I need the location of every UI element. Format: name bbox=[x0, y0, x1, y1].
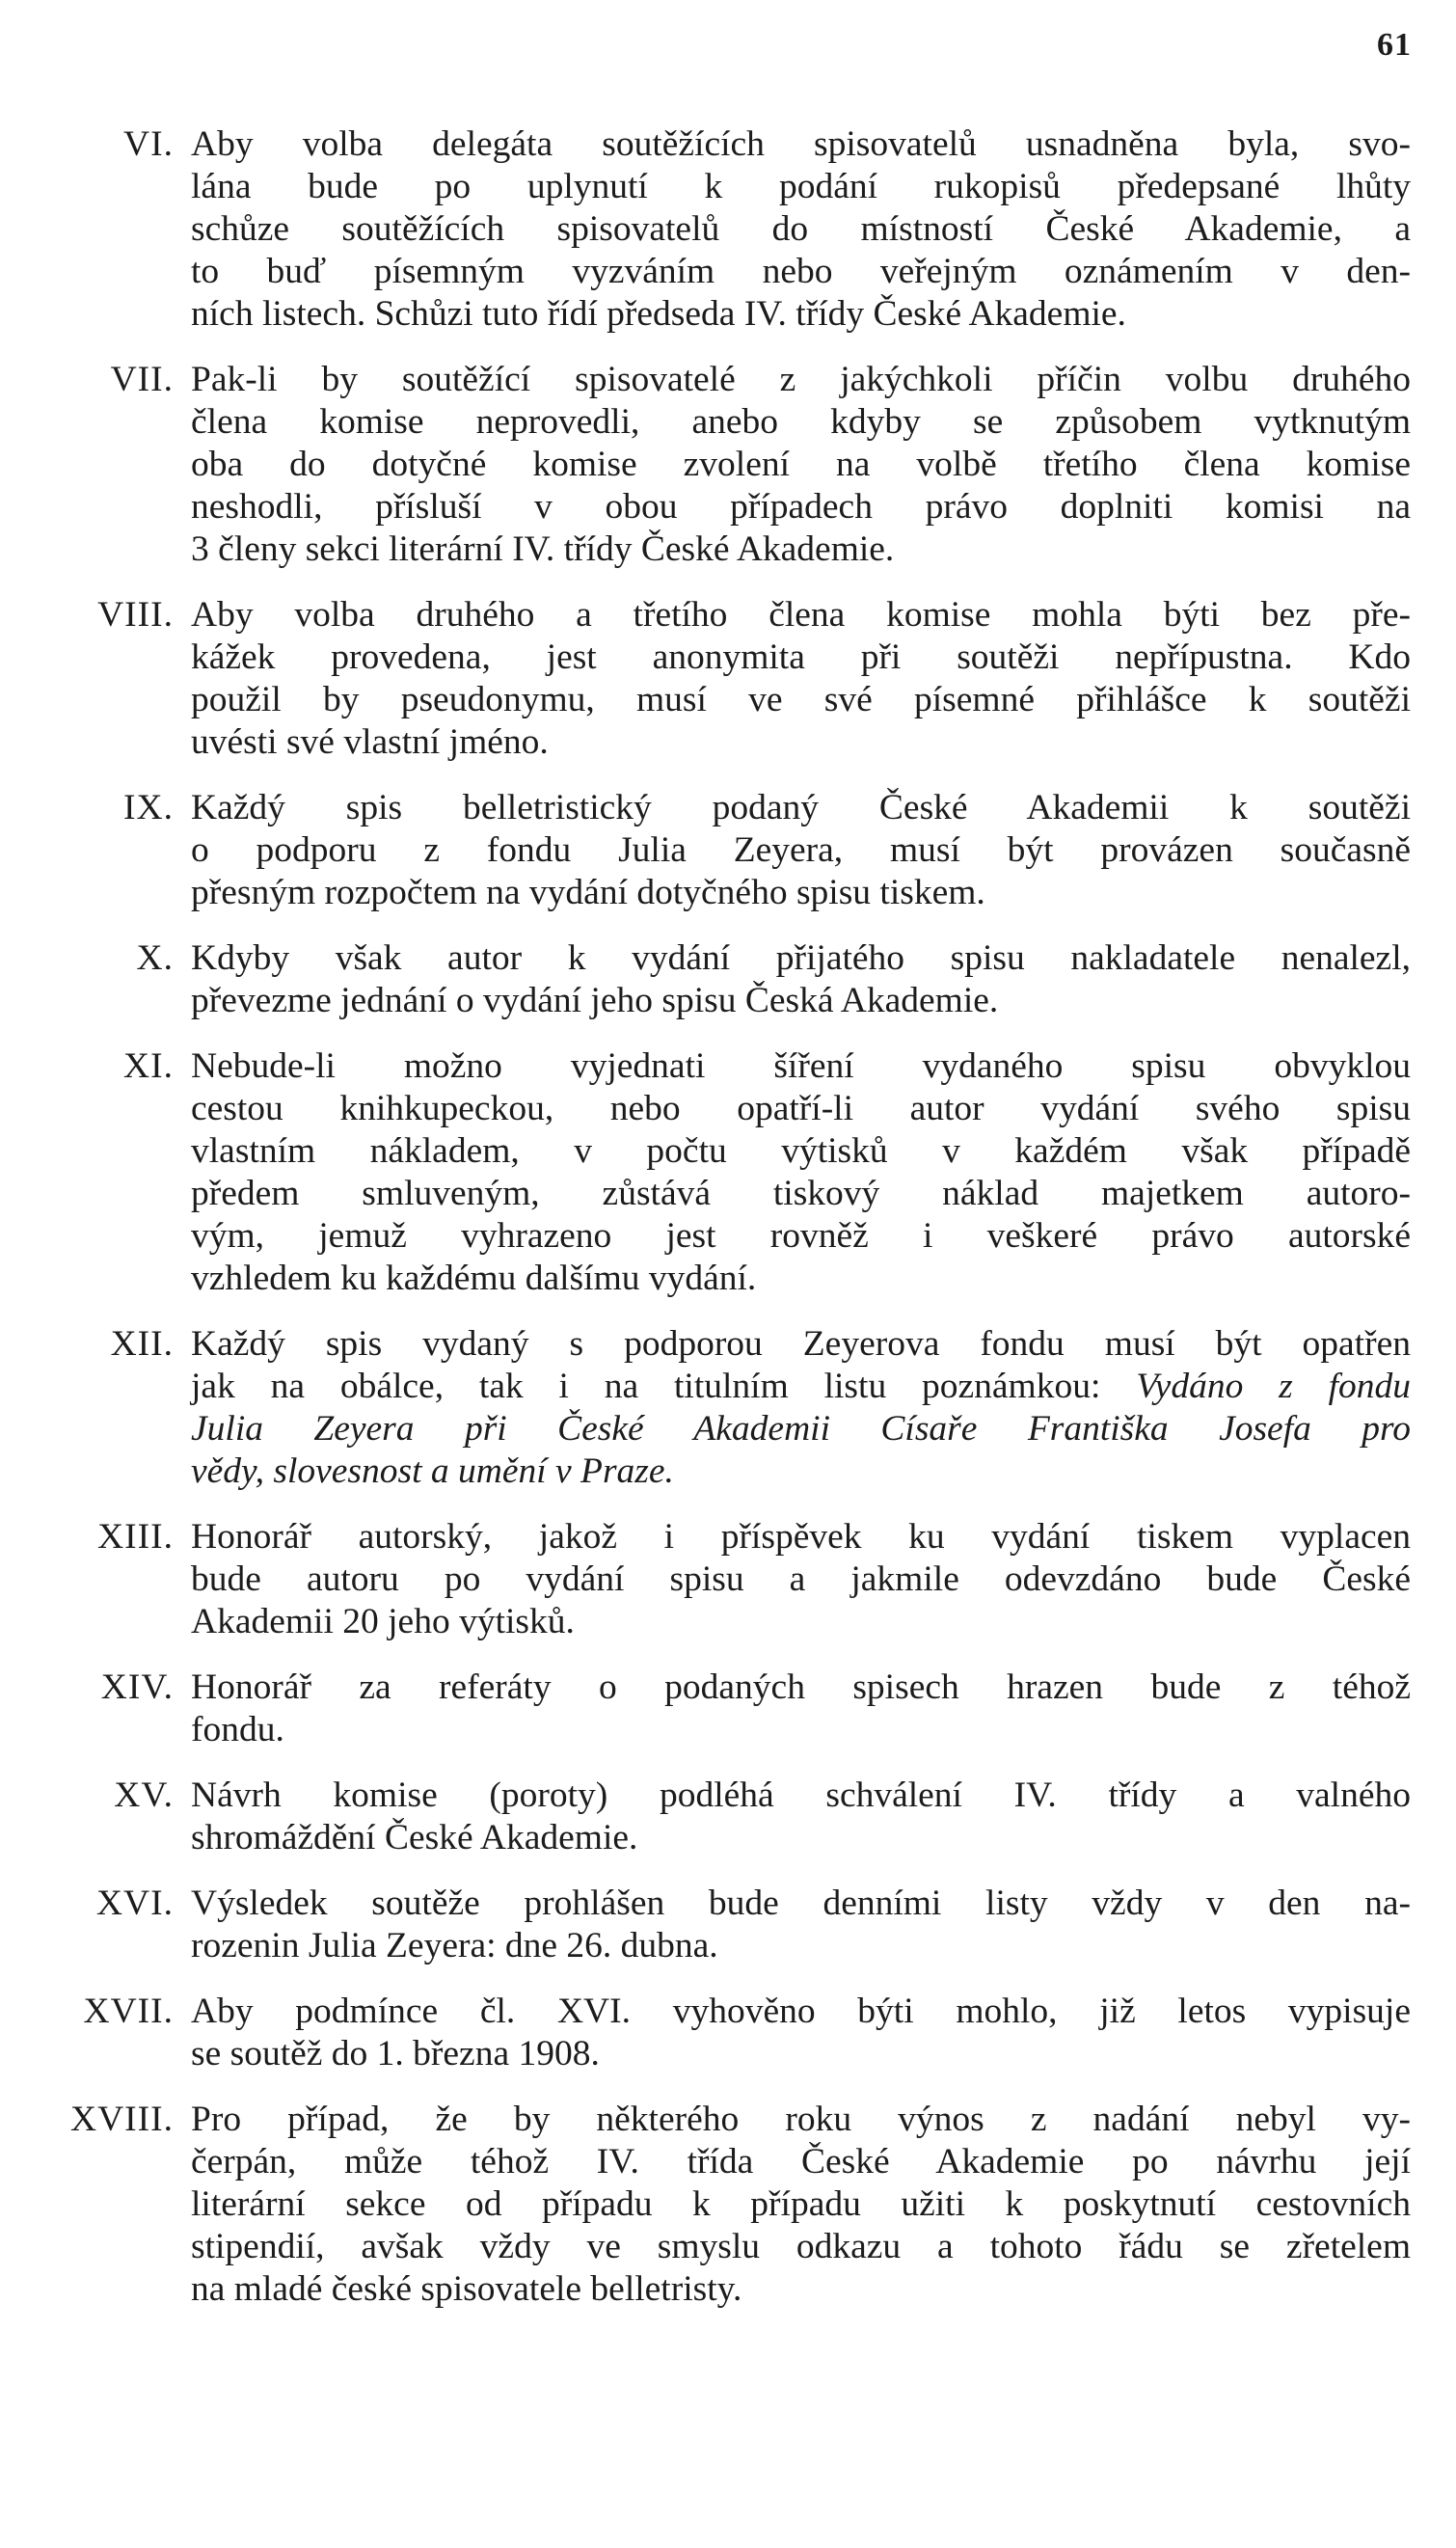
article-xv bbox=[0, 1775, 1456, 1859]
article-text bbox=[191, 937, 1411, 1022]
article-text bbox=[191, 1883, 1411, 1967]
article-numeral: VII. bbox=[110, 360, 174, 399]
article-text bbox=[191, 1516, 1411, 1643]
text-line: Každý spis vydaný s podporou Zeyerova fondu musí být opatřen bbox=[191, 1324, 1411, 1364]
article-text bbox=[191, 1667, 1411, 1751]
article-text bbox=[191, 1045, 1411, 1300]
text-line: Návrh komise (poroty) podléhá schválení IV. třídy a valného bbox=[191, 1775, 1411, 1815]
article-numeral: XVI. bbox=[95, 1884, 174, 1923]
article-text bbox=[191, 594, 1411, 764]
articles-list bbox=[0, 123, 1456, 2334]
article-xviii bbox=[0, 2099, 1456, 2311]
article-text bbox=[191, 1323, 1411, 1493]
article-ix bbox=[0, 787, 1456, 914]
text-line: Akademii 20 jeho výtisků. bbox=[191, 1602, 575, 1641]
text-line: bude autoru po vydání spisu a jakmile odevzdáno bude České bbox=[191, 1559, 1411, 1599]
text-line: o podporu z fondu Julia Zeyera, musí být provázen současně bbox=[191, 830, 1411, 870]
article-xvii bbox=[0, 1991, 1456, 2075]
text-line: čerpán, může téhož IV. třída České Akademie po návrhu její bbox=[191, 2142, 1411, 2182]
text-line: stipendií, avšak vždy ve smyslu odkazu a tohoto řádu se zřetelem bbox=[191, 2227, 1411, 2266]
text-line: Nebude-li možno vyjednati šíření vydaného spisu obvyklou bbox=[191, 1046, 1411, 1086]
text-line: lána bude po uplynutí k podání rukopisů předepsané lhůty bbox=[191, 167, 1411, 206]
text-line: 3 členy sekci literární IV. třídy České Akademie. bbox=[191, 529, 895, 569]
article-xi bbox=[0, 1045, 1456, 1300]
article-numeral: IX. bbox=[123, 788, 174, 827]
italic-segment: Vydáno z fondu bbox=[1136, 1367, 1411, 1406]
article-x bbox=[0, 937, 1456, 1022]
article-vi bbox=[0, 123, 1456, 336]
text-line: to buď písemným vyzváním nebo veřejným oznámením v den- bbox=[191, 252, 1411, 291]
text-line: vzhledem ku každému dalšímu vydání. bbox=[191, 1259, 757, 1298]
text-segment: jak na obálce, tak i na titulním listu poznámkou: bbox=[191, 1367, 1101, 1406]
article-text bbox=[191, 787, 1411, 914]
article-text bbox=[191, 123, 1411, 336]
text-line: Aby volba druhého a třetího člena komise mohla býti bez pře- bbox=[191, 595, 1411, 635]
article-numeral: XVII. bbox=[83, 1992, 174, 2031]
text-line: Výsledek soutěže prohlášen bude denními listy vždy v den na- bbox=[191, 1884, 1411, 1923]
text-line: Pro případ, že by některého roku výnos z nadání nebyl vy- bbox=[191, 2100, 1411, 2139]
text-line: Aby volba delegáta soutěžících spisovatelů usnadněna byla, svo- bbox=[191, 124, 1411, 164]
text-line: cestou knihkupeckou, nebo opatří-li autor vydání svého spisu bbox=[191, 1089, 1411, 1128]
article-numeral: XIV. bbox=[100, 1667, 174, 1707]
text-line: Kdyby však autor k vydání přijatého spisu nakladatele nenalezl, bbox=[191, 938, 1411, 978]
article-vii bbox=[0, 359, 1456, 571]
text-line: člena komise neprovedli, anebo kdyby se způsobem vytknutým bbox=[191, 402, 1411, 442]
text-line: Honorář za referáty o podaných spisech hrazen bude z téhož bbox=[191, 1667, 1411, 1707]
article-text bbox=[191, 2099, 1411, 2311]
text-line: se soutěž do 1. března 1908. bbox=[191, 2034, 600, 2074]
article-xii bbox=[0, 1323, 1456, 1493]
text-line: oba do dotyčné komise zvolení na volbě třetího člena komise bbox=[191, 445, 1411, 484]
text-line bbox=[191, 1366, 1411, 1408]
text-line: kážek provedena, jest anonymita při soutěži nepřípustna. Kdo bbox=[191, 637, 1411, 677]
text-line: vlastním nákladem, v počtu výtisků v každém však případě bbox=[191, 1131, 1411, 1171]
article-xvi bbox=[0, 1883, 1456, 1967]
article-numeral: VI. bbox=[123, 124, 174, 164]
italic-line: vědy, slovesnost a umění v Praze. bbox=[191, 1451, 674, 1491]
text-line: na mladé české spisovatele belletristy. bbox=[191, 2269, 742, 2309]
text-line: Každý spis belletristický podaný České Akademii k soutěži bbox=[191, 788, 1411, 827]
text-line: použil by pseudonymu, musí ve své písemné přihlášce k soutěži bbox=[191, 680, 1411, 719]
text-line: uvésti své vlastní jméno. bbox=[191, 722, 549, 762]
text-line: fondu. bbox=[191, 1710, 284, 1749]
article-text bbox=[191, 1775, 1411, 1859]
article-xiii bbox=[0, 1516, 1456, 1643]
text-line: shromáždění České Akademie. bbox=[191, 1818, 638, 1857]
article-xiv bbox=[0, 1667, 1456, 1751]
text-line: literární sekce od případu k případu užiti k poskytnutí cestovních bbox=[191, 2184, 1411, 2224]
text-line: schůze soutěžících spisovatelů do místností České Akademie, a bbox=[191, 209, 1411, 249]
text-line: rozenin Julia Zeyera: dne 26. dubna. bbox=[191, 1926, 718, 1965]
article-numeral: XVIII. bbox=[69, 2100, 174, 2139]
text-line: převezme jednání o vydání jeho spisu Česká Akademie. bbox=[191, 981, 999, 1020]
article-text bbox=[191, 1991, 1411, 2075]
text-line: přesným rozpočtem na vydání dotyčného spisu tiskem. bbox=[191, 873, 985, 912]
article-numeral: XV. bbox=[114, 1775, 174, 1815]
text-line: Honorář autorský, jakož i příspěvek ku vydání tiskem vyplacen bbox=[191, 1517, 1411, 1557]
text-line: předem smluveným, zůstává tiskový náklad majetkem autoro- bbox=[191, 1174, 1411, 1213]
article-viii bbox=[0, 594, 1456, 764]
article-text bbox=[191, 359, 1411, 571]
text-line: neshodli, přísluší v obou případech právo doplniti komisi na bbox=[191, 487, 1411, 527]
article-numeral: XIII. bbox=[97, 1517, 174, 1557]
article-numeral: X. bbox=[136, 938, 174, 978]
article-numeral: XII. bbox=[110, 1324, 174, 1364]
page-number: 61 bbox=[1377, 27, 1412, 63]
text-line: Pak-li by soutěžící spisovatelé z jakýchkoli příčin volbu druhého bbox=[191, 360, 1411, 399]
article-numeral: XI. bbox=[123, 1046, 174, 1086]
text-line: Aby podmínce čl. XVI. vyhověno býti mohlo, již letos vypisuje bbox=[191, 1992, 1411, 2031]
italic-line: Julia Zeyera při České Akademii Císaře Františka Josefa pro bbox=[191, 1409, 1411, 1449]
text-line: vým, jemuž vyhrazeno jest rovněž i veškeré právo autorské bbox=[191, 1216, 1411, 1256]
article-numeral: VIII. bbox=[97, 595, 174, 635]
text-line: ních listech. Schůzi tuto řídí předseda IV. třídy České Akademie. bbox=[191, 294, 1126, 334]
